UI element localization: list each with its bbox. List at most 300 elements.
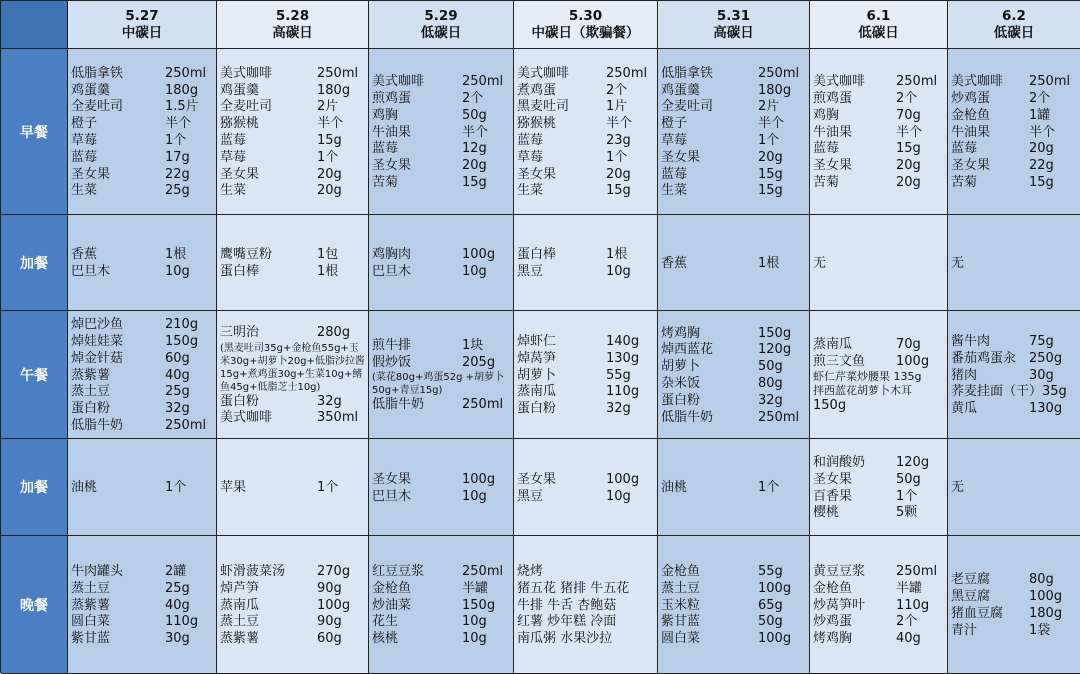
meal-cell [948, 536, 1080, 674]
food-quantity: 半罐 [462, 580, 489, 596]
food-quantity: 250ml [606, 65, 648, 81]
food-item [71, 133, 213, 150]
food-quantity: 17g [165, 149, 190, 165]
food-quantity: 半个 [896, 124, 923, 140]
food-name: 青汁 [951, 622, 978, 638]
food-quantity: 半个 [1029, 124, 1056, 140]
food-quantity: 22g [165, 166, 190, 182]
food-name: 蛋白粉 [71, 401, 111, 417]
food-item [372, 141, 510, 158]
food-name: 玉米粒 [661, 597, 701, 613]
food-item [220, 394, 365, 411]
food-name: 黑豆 [517, 264, 544, 279]
meal-cell [217, 439, 369, 536]
food-item [372, 397, 510, 414]
food-quantity: 20g [896, 158, 921, 174]
food-name: 蓝莓 [372, 141, 399, 157]
food-name: 蒸南瓜 [517, 384, 557, 400]
food-name: 蒸土豆 [661, 580, 701, 596]
food-quantity: 2片 [758, 99, 780, 115]
food-name: 香蕉 [71, 247, 98, 263]
food-name: 金枪鱼 [661, 564, 701, 579]
food-quantity: 100g [317, 597, 351, 613]
food-item [661, 393, 806, 410]
food-name: 牛油果 [372, 124, 412, 140]
food-name: 橙子 [71, 116, 98, 132]
day-header [658, 1, 810, 49]
food-quantity: 350ml [317, 410, 359, 426]
food-item [661, 83, 806, 100]
food-name: 番茄鸡蛋汆 [951, 350, 1017, 366]
day-type: 中碳日 [121, 24, 163, 41]
food-name: 炒鸡蛋 [951, 91, 991, 106]
food-quantity: 100g [758, 631, 792, 647]
food-item [372, 564, 510, 581]
food-quantity: 1个 [606, 149, 628, 165]
food-item [517, 133, 654, 150]
food-quantity: 55g [758, 564, 783, 579]
food-quantity: 35g [1042, 384, 1067, 400]
food-item [71, 334, 213, 351]
food-quantity: 65g [758, 597, 783, 613]
meal-cell [68, 215, 217, 311]
food-name: 蒸南瓜 [220, 597, 260, 613]
food-name: 美式咖啡 [951, 74, 1004, 90]
food-quantity: 1袋 [1029, 622, 1051, 638]
food-quantity: 1个 [165, 480, 187, 496]
food-quantity: 12g [462, 141, 487, 157]
food-name: 生菜 [517, 183, 544, 199]
food-name: 假炒饭 [372, 354, 412, 370]
food-quantity: 250ml [165, 65, 207, 81]
food-item [220, 614, 365, 631]
food-item [71, 150, 213, 167]
food-name: 煮鸡蛋 [517, 82, 557, 98]
food-item [661, 326, 806, 343]
food-quantity: 150g [165, 334, 199, 349]
food-item [661, 116, 806, 133]
food-name: 鹰嘴豆粉 [220, 247, 273, 263]
food-name: 美式咖啡 [372, 74, 425, 90]
menu-line: 猪五花 猪排 牛五花 [517, 580, 630, 596]
food-name: 圣女果 [71, 166, 111, 182]
food-name: 圆白菜 [661, 631, 701, 647]
food-item [372, 91, 510, 108]
food-name: 蛋白粉 [517, 401, 557, 417]
food-name: 猕猴桃 [220, 116, 260, 132]
food-name: 蓝莓 [517, 133, 544, 148]
meal-cell [514, 49, 658, 215]
table-corner [1, 1, 68, 49]
dish-line: 150g [813, 398, 847, 414]
food-item [951, 606, 1077, 623]
food-quantity: 1罐 [1029, 107, 1051, 123]
food-item [661, 564, 806, 581]
food-item [951, 141, 1077, 158]
food-quantity: 1.5片 [165, 99, 199, 115]
food-item [661, 167, 806, 184]
meal-cell [68, 536, 217, 674]
food-quantity: 1个 [165, 133, 187, 148]
food-item [951, 175, 1077, 192]
food-name: 苹果 [220, 480, 247, 496]
food-item [951, 401, 1077, 418]
food-item [220, 410, 365, 427]
food-name: 低脂拿铁 [661, 65, 714, 81]
food-name: 猕猴桃 [517, 116, 557, 132]
food-item [661, 183, 806, 200]
food-quantity: 半个 [317, 116, 344, 132]
food-name: 蒸紫薯 [71, 367, 111, 383]
food-item [813, 581, 944, 598]
food-item [951, 74, 1077, 91]
food-name: 全麦吐司 [661, 99, 714, 115]
food-name: 美式咖啡 [220, 65, 273, 81]
food-name: 圣女果 [220, 166, 260, 182]
food-name: 黑豆腐 [951, 589, 991, 605]
food-name: 草莓 [517, 149, 544, 165]
food-name: 焯金针菇 [71, 350, 124, 366]
food-name: 全麦吐司 [220, 99, 273, 115]
day-header [217, 1, 369, 49]
food-quantity: 半个 [165, 116, 192, 132]
food-name: 金枪鱼 [813, 580, 853, 596]
food-quantity: 250ml [1029, 74, 1071, 90]
food-name: 牛肉罐头 [71, 564, 124, 579]
food-quantity: 15g [462, 174, 487, 190]
food-item [661, 359, 806, 376]
food-quantity: 250ml [317, 65, 359, 81]
food-name: 圣女果 [661, 149, 701, 165]
food-quantity: 20g [606, 166, 631, 182]
food-name: 煎鸡蛋 [813, 91, 853, 106]
food-item [372, 631, 510, 648]
food-name: 巴旦木 [372, 488, 412, 504]
food-name: 和润酸奶 [813, 454, 866, 470]
food-item [220, 99, 365, 116]
food-quantity: 1个 [896, 488, 918, 504]
food-quantity: 100g [606, 471, 640, 487]
food-item [813, 141, 944, 158]
food-name: 荞麦挂面（干） [951, 384, 1043, 400]
food-item [517, 247, 654, 264]
food-name: 百香果 [813, 488, 853, 504]
day-type: 低碳日 [993, 24, 1035, 41]
food-quantity: 250ml [758, 409, 800, 425]
food-name: 焯西蓝花 [661, 342, 714, 358]
food-name: 鸡胸 [372, 107, 399, 123]
food-quantity: 250ml [896, 564, 938, 579]
food-item [372, 472, 510, 489]
meal-cell [658, 49, 810, 215]
food-item [813, 614, 944, 631]
food-item [220, 264, 365, 281]
food-item [71, 384, 213, 401]
meal-cell [658, 439, 810, 536]
meal-cell [658, 215, 810, 311]
food-quantity: 110g [165, 614, 199, 630]
meal-label: 午餐 [1, 311, 68, 439]
food-quantity: 2个 [896, 614, 918, 630]
food-item [71, 167, 213, 184]
food-quantity: 15g [896, 141, 921, 157]
day-date: 5.30 [568, 7, 603, 24]
food-name: 三明治 [220, 324, 260, 340]
food-quantity: 2罐 [165, 564, 187, 579]
food-item [517, 150, 654, 167]
food-item [951, 351, 1077, 368]
food-quantity: 2个 [462, 91, 484, 106]
food-item [517, 116, 654, 133]
day-header [514, 1, 658, 49]
food-item [813, 631, 944, 648]
food-item [661, 376, 806, 393]
food-quantity: 5颗 [896, 505, 918, 521]
meal-cell [68, 49, 217, 215]
food-quantity: 15g [606, 183, 631, 199]
food-item [813, 175, 944, 192]
food-quantity: 15g [758, 183, 783, 199]
food-quantity: 1根 [606, 247, 628, 263]
food-item [813, 472, 944, 489]
food-name: 烤鸡胸 [813, 631, 853, 647]
food-item [661, 256, 806, 273]
food-name: 蒸南瓜 [813, 336, 853, 352]
food-quantity: 25g [165, 183, 190, 199]
meal-cell [810, 536, 948, 674]
meal-cell [514, 311, 658, 439]
food-name: 蛋白粉 [661, 392, 701, 408]
food-name: 紫甘蓝 [661, 614, 701, 630]
food-item [71, 317, 213, 334]
empty-marker: 无 [813, 255, 827, 271]
food-name: 煎牛排 [372, 337, 412, 353]
food-quantity: 100g [1029, 589, 1063, 605]
day-date: 6.1 [866, 7, 891, 24]
food-name: 生菜 [661, 183, 688, 199]
food-quantity: 15g [758, 166, 783, 182]
food-item [951, 623, 1077, 640]
food-quantity: 250ml [462, 397, 504, 413]
food-item [813, 337, 944, 354]
food-name: 焯巴沙鱼 [71, 317, 124, 333]
food-quantity: 180g [758, 82, 792, 98]
food-item [951, 108, 1077, 125]
food-quantity: 90g [317, 580, 342, 596]
food-item [661, 480, 806, 497]
food-name: 红豆豆浆 [372, 564, 425, 579]
food-name: 巴旦木 [71, 264, 111, 279]
food-item [71, 480, 213, 497]
food-item [517, 368, 654, 385]
food-item [220, 247, 365, 264]
food-item [951, 572, 1077, 589]
food-quantity: 20g [317, 183, 342, 199]
food-quantity: 25g [165, 580, 190, 596]
food-quantity: 半个 [462, 124, 489, 140]
ingredient-note: (黑麦吐司35g+金枪鱼55g+玉米30g+胡萝卜20g+低脂沙拉酱15g+煮鸡蛋30g+生菜10g+鳍鱼45g+低脂芝士10g) [220, 342, 365, 393]
food-name: 牛油果 [813, 124, 853, 140]
food-quantity: 20g [758, 149, 783, 165]
food-item [71, 564, 213, 581]
meal-cell [514, 439, 658, 536]
food-item [220, 598, 365, 615]
meal-cell [217, 49, 369, 215]
food-item [372, 489, 510, 506]
food-name: 低脂牛奶 [372, 397, 425, 413]
food-quantity: 20g [1029, 141, 1054, 157]
meal-cell [948, 439, 1080, 536]
food-quantity: 180g [317, 82, 351, 98]
empty-marker: 无 [951, 480, 965, 496]
food-quantity: 10g [462, 631, 487, 647]
food-quantity: 210g [165, 317, 199, 333]
food-item [372, 125, 510, 142]
food-quantity: 半个 [606, 116, 633, 132]
food-item [71, 581, 213, 598]
food-quantity: 15g [1029, 174, 1054, 190]
food-item [372, 158, 510, 175]
food-name: 全麦吐司 [71, 99, 124, 115]
food-quantity: 50g [758, 614, 783, 630]
food-quantity: 205g [462, 354, 496, 370]
meal-label: 加餐 [1, 215, 68, 311]
food-name: 蛋白棒 [517, 247, 557, 263]
food-name: 蓝莓 [813, 141, 840, 157]
meal-label: 加餐 [1, 439, 68, 536]
food-quantity: 1个 [758, 133, 780, 148]
food-quantity: 10g [462, 488, 487, 504]
food-quantity: 20g [317, 166, 342, 182]
food-quantity: 40g [165, 597, 190, 613]
meal-cell [810, 311, 948, 439]
meal-cell [810, 215, 948, 311]
food-item [220, 66, 365, 83]
food-name: 巴旦木 [372, 264, 412, 279]
food-name: 草莓 [661, 133, 688, 148]
food-name: 蛋白棒 [220, 264, 260, 279]
menu-line: 红薯 炒年糕 冷面 [517, 614, 617, 630]
food-name: 胡萝卜 [517, 367, 557, 383]
food-item [661, 133, 806, 150]
food-name: 胡萝卜 [661, 359, 701, 375]
meal-cell [514, 536, 658, 674]
food-item [372, 614, 510, 631]
food-item [951, 368, 1077, 385]
food-quantity: 2个 [606, 82, 628, 98]
food-name: 蒸紫薯 [220, 631, 260, 647]
food-quantity: 250ml [758, 65, 800, 81]
food-item [372, 247, 510, 264]
food-quantity: 70g [896, 336, 921, 352]
food-quantity: 50g [462, 107, 487, 123]
food-item [517, 167, 654, 184]
food-quantity: 1包 [317, 247, 339, 263]
food-item [71, 99, 213, 116]
food-name: 花生 [372, 614, 399, 630]
food-item [71, 598, 213, 615]
food-name: 苦菊 [813, 174, 840, 190]
food-quantity: 2个 [896, 91, 918, 106]
food-name: 蒸土豆 [71, 580, 111, 596]
food-quantity: 250ml [462, 74, 504, 90]
food-name: 美式咖啡 [813, 74, 866, 90]
food-item [951, 158, 1077, 175]
food-item [71, 418, 213, 435]
food-name: 圣女果 [517, 166, 557, 182]
food-name: 生菜 [71, 183, 98, 199]
food-name: 焯莴笋 [517, 350, 557, 366]
food-name: 生菜 [220, 183, 247, 199]
food-quantity: 75g [1029, 334, 1054, 349]
day-type: 高碳日 [713, 24, 754, 41]
food-quantity: 1根 [317, 264, 339, 279]
food-item [517, 264, 654, 281]
food-quantity: 32g [317, 393, 342, 409]
food-item [661, 410, 806, 427]
food-item [517, 66, 654, 83]
food-quantity: 70g [896, 107, 921, 123]
meal-cell [68, 311, 217, 439]
food-item [813, 354, 944, 371]
food-item [813, 158, 944, 175]
food-item [517, 99, 654, 116]
food-item [517, 334, 654, 351]
ingredient-note: (菜花80g+鸡蛋52g +胡萝卜50g+青豆15g) [372, 372, 504, 397]
meal-cell [217, 536, 369, 674]
food-item [813, 505, 944, 522]
food-quantity: 130g [606, 350, 640, 366]
food-item [661, 631, 806, 648]
food-quantity: 32g [165, 401, 190, 417]
food-quantity: 32g [758, 392, 783, 408]
food-name: 低脂牛奶 [71, 417, 124, 433]
food-name: 低脂拿铁 [71, 65, 124, 81]
food-item [372, 108, 510, 125]
menu-line: 南瓜粥 水果沙拉 [517, 631, 613, 647]
food-item [661, 598, 806, 615]
food-item [71, 66, 213, 83]
food-item [71, 264, 213, 281]
food-quantity: 23g [606, 133, 631, 148]
day-date: 5.31 [716, 7, 751, 24]
meal-cell [217, 215, 369, 311]
food-quantity: 250ml [896, 74, 938, 90]
food-name: 香蕉 [661, 255, 688, 271]
food-quantity: 110g [606, 384, 640, 400]
food-item [220, 133, 365, 150]
day-header [810, 1, 948, 49]
food-item [813, 598, 944, 615]
food-item [220, 116, 365, 133]
food-quantity: 1根 [758, 255, 780, 271]
menu-line: 牛排 牛舌 杏鲍菇 [517, 597, 617, 613]
food-name: 虾滑菠菜汤 [220, 564, 286, 579]
food-quantity: 100g [758, 580, 792, 596]
meal-cell [369, 536, 514, 674]
food-item [372, 175, 510, 192]
food-quantity: 1根 [165, 247, 187, 263]
food-name: 鸡蛋羹 [661, 82, 701, 98]
food-name: 蓝莓 [951, 141, 978, 157]
day-date: 5.29 [424, 7, 458, 24]
day-date: 6.2 [1002, 7, 1026, 24]
food-quantity: 40g [896, 631, 921, 647]
food-item [813, 489, 944, 506]
day-header [369, 1, 514, 49]
meal-cell [369, 49, 514, 215]
food-name: 猪血豆腐 [951, 606, 1004, 621]
